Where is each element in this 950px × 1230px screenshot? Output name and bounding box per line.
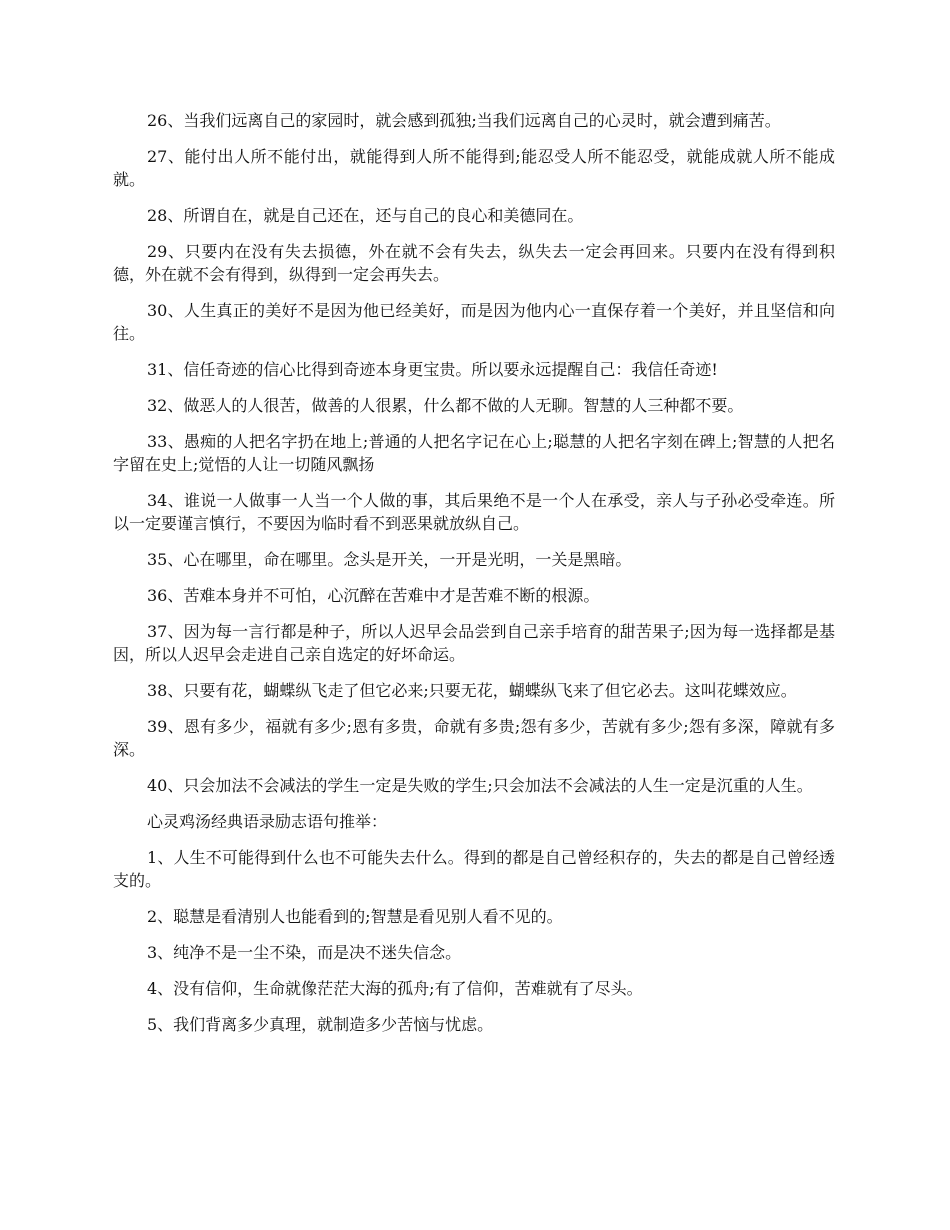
paragraph-5: 5、我们背离多少真理，就制造多少苦恼与忧虑。 [147, 1015, 494, 1034]
paragraph-1: 1、人生不可能得到什么也不可能失去什么。得到的都是自己曾经积存的，失去的都是自己曾经透支的。 [113, 848, 835, 890]
paragraph-33: 33、愚痴的人把名字扔在地上;普通的人把名字记在心上;聪慧的人把名字刻在碑上;智慧的人把名字留在史上;觉悟的人让一切随风飘扬 [113, 432, 835, 474]
paragraph-34: 34、谁说一人做事一人当一个人做的事，其后果绝不是一个人在承受，亲人与子孙必受牵连。所以一定要谨言慎行，不要因为临时看不到恶果就放纵自己。 [113, 491, 835, 533]
paragraph-36: 36、苦难本身并不可怕，心沉醉在苦难中才是苦难不断的根源。 [147, 586, 600, 605]
section-heading: 心灵鸡汤经典语录励志语句推举： [147, 812, 388, 831]
paragraph-32: 32、做恶人的人很苦，做善的人很累，什么都不做的人无聊。智慧的人三种都不要。 [147, 396, 744, 415]
paragraph-31: 31、信任奇迹的信心比得到奇迹本身更宝贵。所以要永远提醒自己：我信任奇迹! [147, 360, 718, 379]
paragraph-27: 27、能付出人所不能付出，就能得到人所不能得到;能忍受人所不能忍受，就能成就人所不能成就。 [113, 147, 835, 189]
paragraph-38: 38、只要有花，蝴蝶纵飞走了但它必来;只要无花，蝴蝶纵飞来了但它必去。这叫花蝶效应。 [147, 681, 797, 700]
paragraph-4: 4、没有信仰，生命就像茫茫大海的孤舟;有了信仰，苦难就有了尽头。 [147, 979, 643, 998]
paragraph-28: 28、所谓自在，就是自己还在，还与自己的良心和美德同在。 [147, 206, 584, 225]
paragraph-2: 2、聪慧是看清别人也能看到的;智慧是看见别人看不见的。 [147, 907, 563, 926]
paragraph-29: 29、只要内在没有失去损德，外在就不会有失去，纵失去一定会再回来。只要内在没有得到积德，外在就不会有得到，纵得到一定会再失去。 [113, 242, 835, 284]
paragraph-3: 3、纯净不是一尘不染，而是决不迷失信念。 [147, 943, 462, 962]
document-page [113, 109, 835, 1049]
paragraph-37: 37、因为每一言行都是种子，所以人迟早会品尝到自己亲手培育的甜苦果子;因为每一选择都是基因，所以人迟早会走进自己亲自选定的好坏命运。 [113, 622, 835, 664]
paragraph-40: 40、只会加法不会减法的学生一定是失败的学生;只会加法不会减法的人生一定是沉重的人生。 [147, 776, 813, 795]
paragraph-35: 35、心在哪里，命在哪里。念头是开关，一开是光明，一关是黑暗。 [147, 550, 632, 569]
paragraph-39: 39、恩有多少，福就有多少;恩有多贵，命就有多贵;怨有多少，苦就有多少;怨有多深，障就有多深。 [113, 717, 835, 759]
paragraph-30: 30、人生真正的美好不是因为他已经美好，而是因为他内心一直保存着一个美好，并且坚信和向往。 [113, 301, 835, 343]
paragraph-26: 26、当我们远离自己的家园时，就会感到孤独;当我们远离自己的心灵时，就会遭到痛苦。 [147, 111, 781, 130]
